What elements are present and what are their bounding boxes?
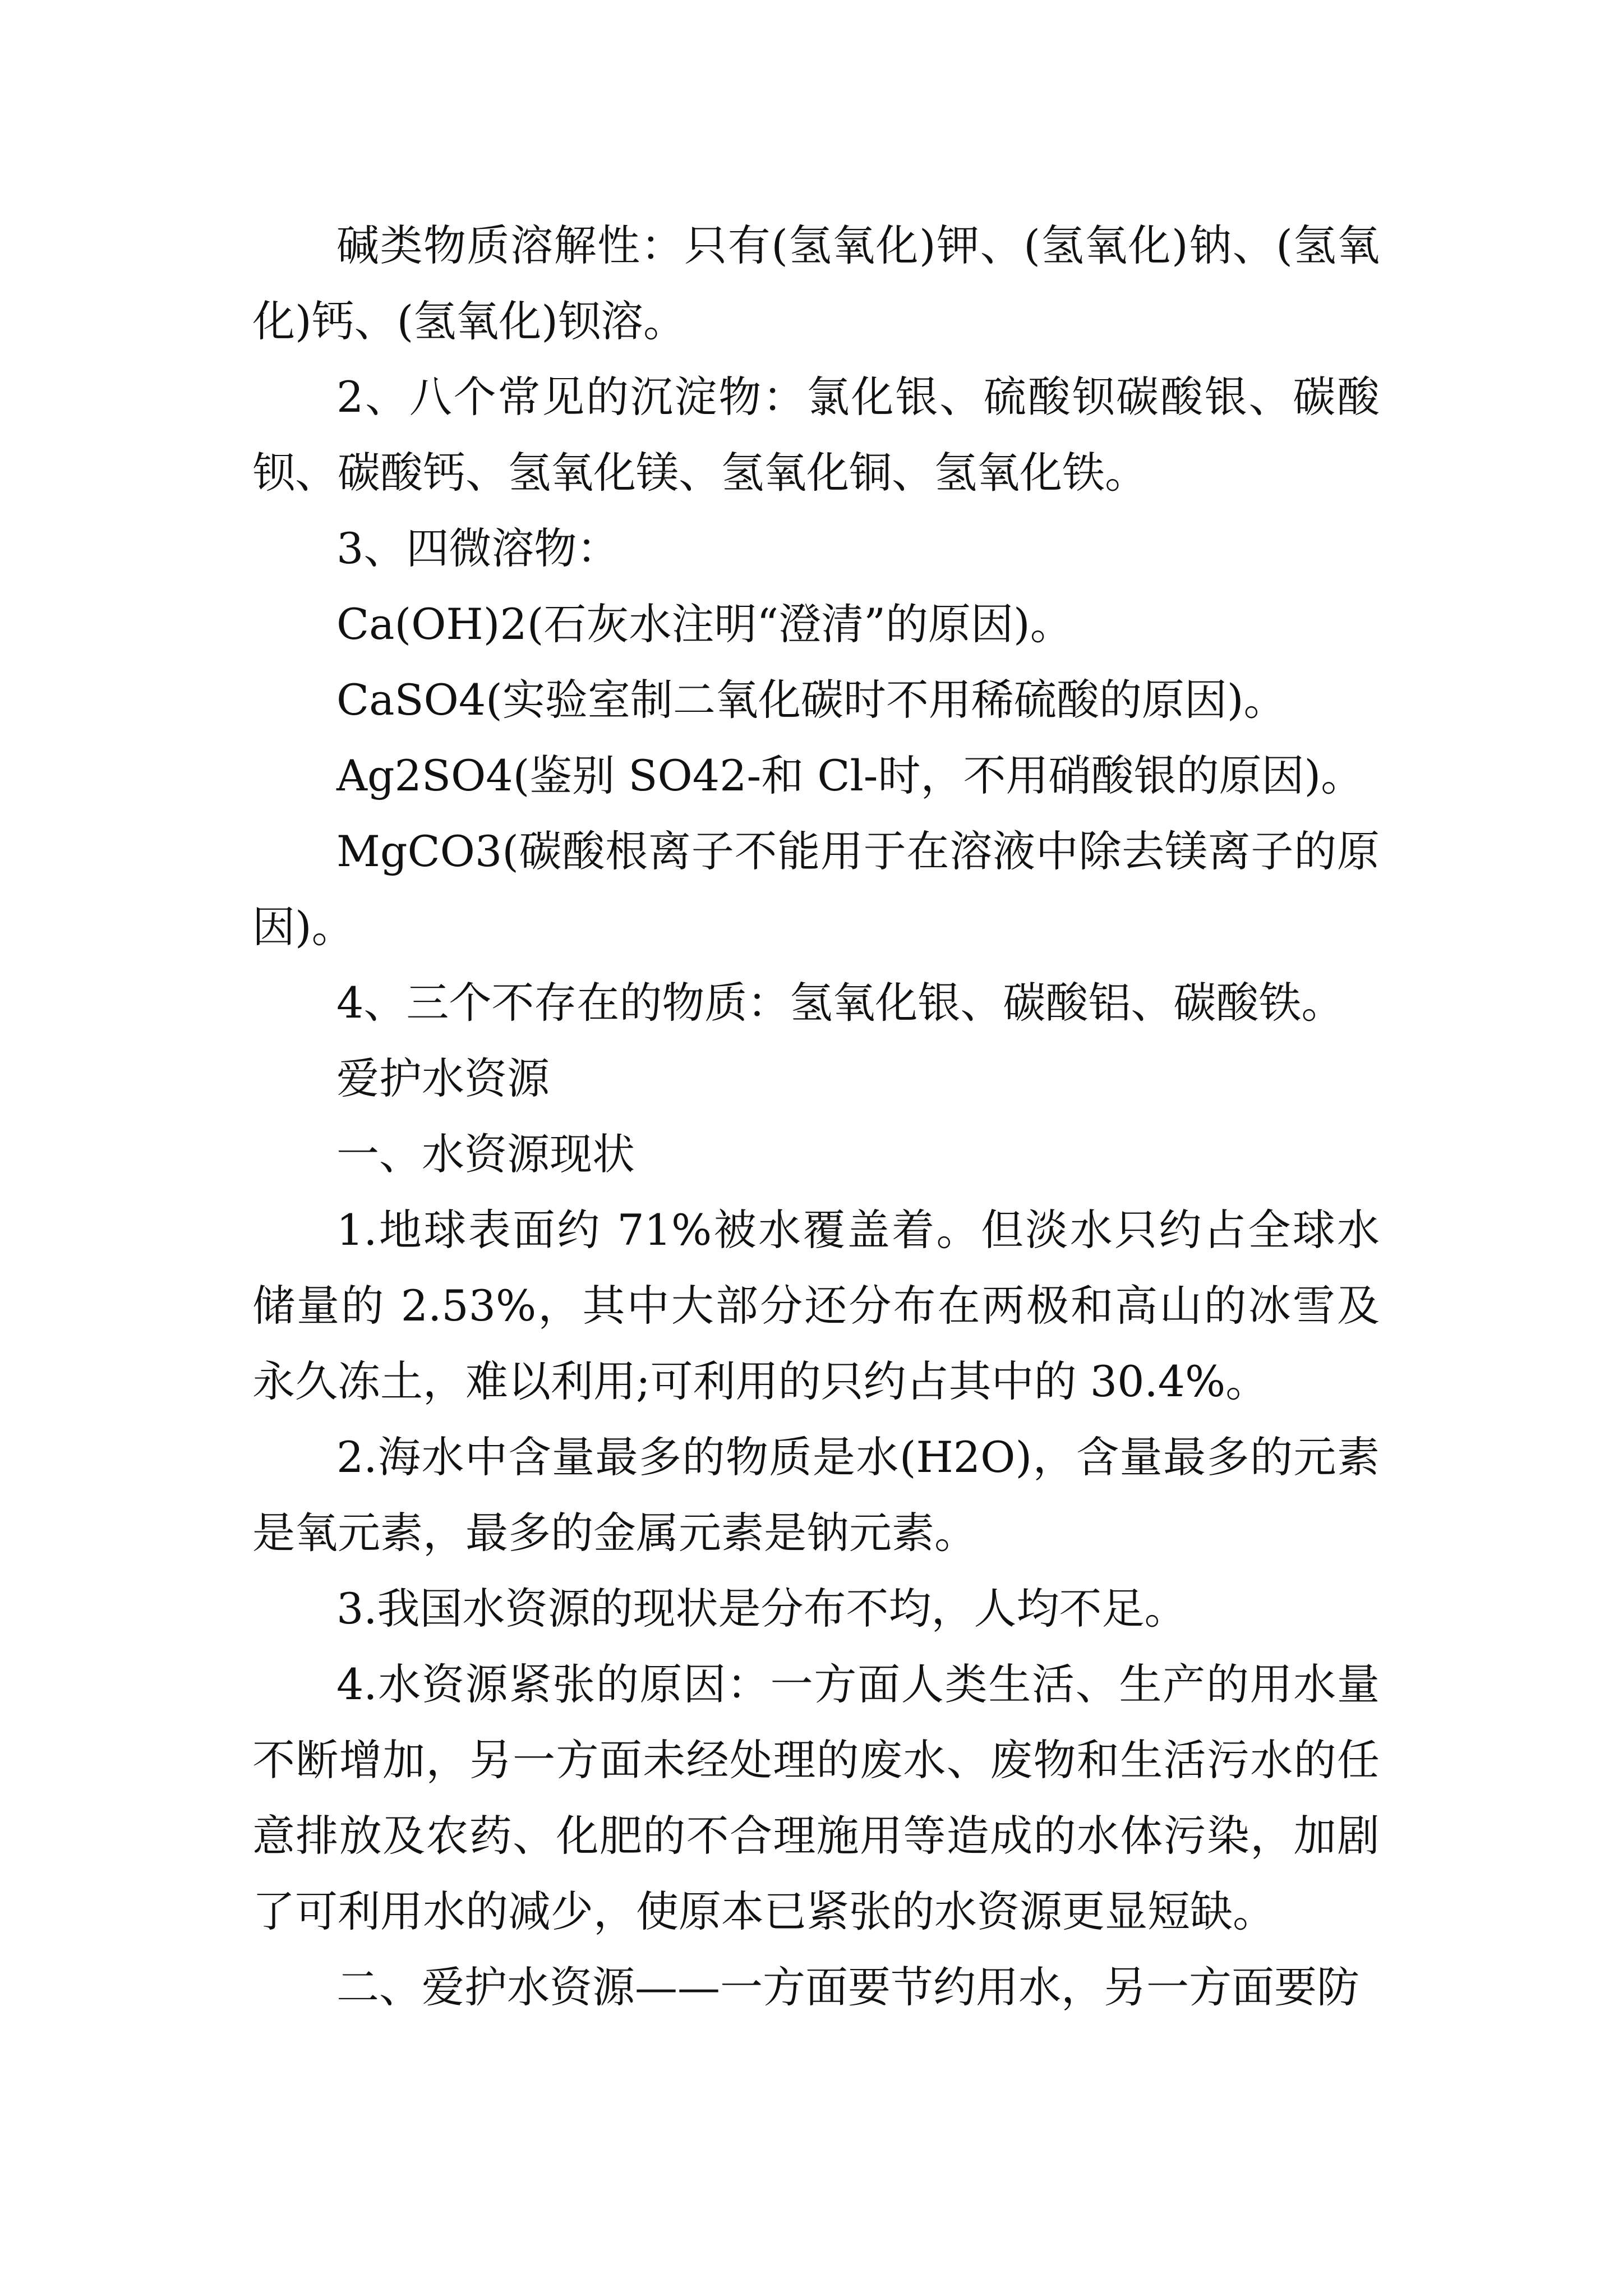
section-heading-protect-water: 二、爱护水资源——一方面要节约用水，另一方面要防: [336, 1962, 1359, 2012]
document-page: [252, 208, 1380, 2025]
paragraph-nonexistent-substances: 4、三个不存在的物质：氢氧化银、碳酸铝、碳酸铁。: [336, 978, 1344, 1028]
paragraph-china-water: 3.我国水资源的现状是分布不均，人均不足。: [336, 1584, 1187, 1634]
paragraph-precipitates: 2、八个常见的沉淀物：氯化银、硫酸钡碳酸银、碳酸钡、碳酸钙、氢氧化镁、氢氧化铜、氢氧化铁。: [252, 372, 1380, 498]
paragraph-caso4: CaSO4(实验室制二氧化碳时不用稀硫酸的原因)。: [336, 675, 1287, 725]
section-title-water-protection: 爱护水资源: [336, 1053, 550, 1103]
paragraph-earth-water: 1.地球表面约 71%被水覆盖着。但淡水只约占全球水储量的 2.53%，其中大部分还分布在两极和高山的冰雪及永久冻土，难以利用;可利用的只约占其中的 30.4%。: [252, 1205, 1380, 1406]
paragraph-seawater: 2.海水中含量最多的物质是水(H2O)，含量最多的元素是氧元素，最多的金属元素是钠元素。: [252, 1432, 1380, 1558]
paragraph-caoh2: Ca(OH)2(石灰水注明“澄清”的原因)。: [336, 599, 1073, 649]
paragraph-ag2so4: Ag2SO4(鉴别 SO42-和 Cl-时，不用硝酸银的原因)。: [336, 751, 1364, 800]
paragraph-mgco3: MgCO3(碳酸根离子不能用于在溶液中除去镁离子的原因)。: [252, 826, 1380, 952]
section-heading-water-status: 一、水资源现状: [336, 1129, 635, 1179]
paragraph-alkali-solubility: 碱类物质溶解性：只有(氢氧化)钾、(氢氧化)钠、(氢氧化)钙、(氢氧化)钡溶。: [252, 220, 1380, 346]
paragraph-water-shortage-causes: 4.水资源紧张的原因：一方面人类生活、生产的用水量不断增加，另一方面未经处理的废水、废物和生活污水的任意排放及农药、化肥的不合理施用等造成的水体污染，加剧了可利用水的减少，使原本已紧张的水资源更显短缺。: [252, 1659, 1380, 1936]
paragraph-slightly-soluble-heading: 3、四微溶物：: [336, 523, 620, 573]
